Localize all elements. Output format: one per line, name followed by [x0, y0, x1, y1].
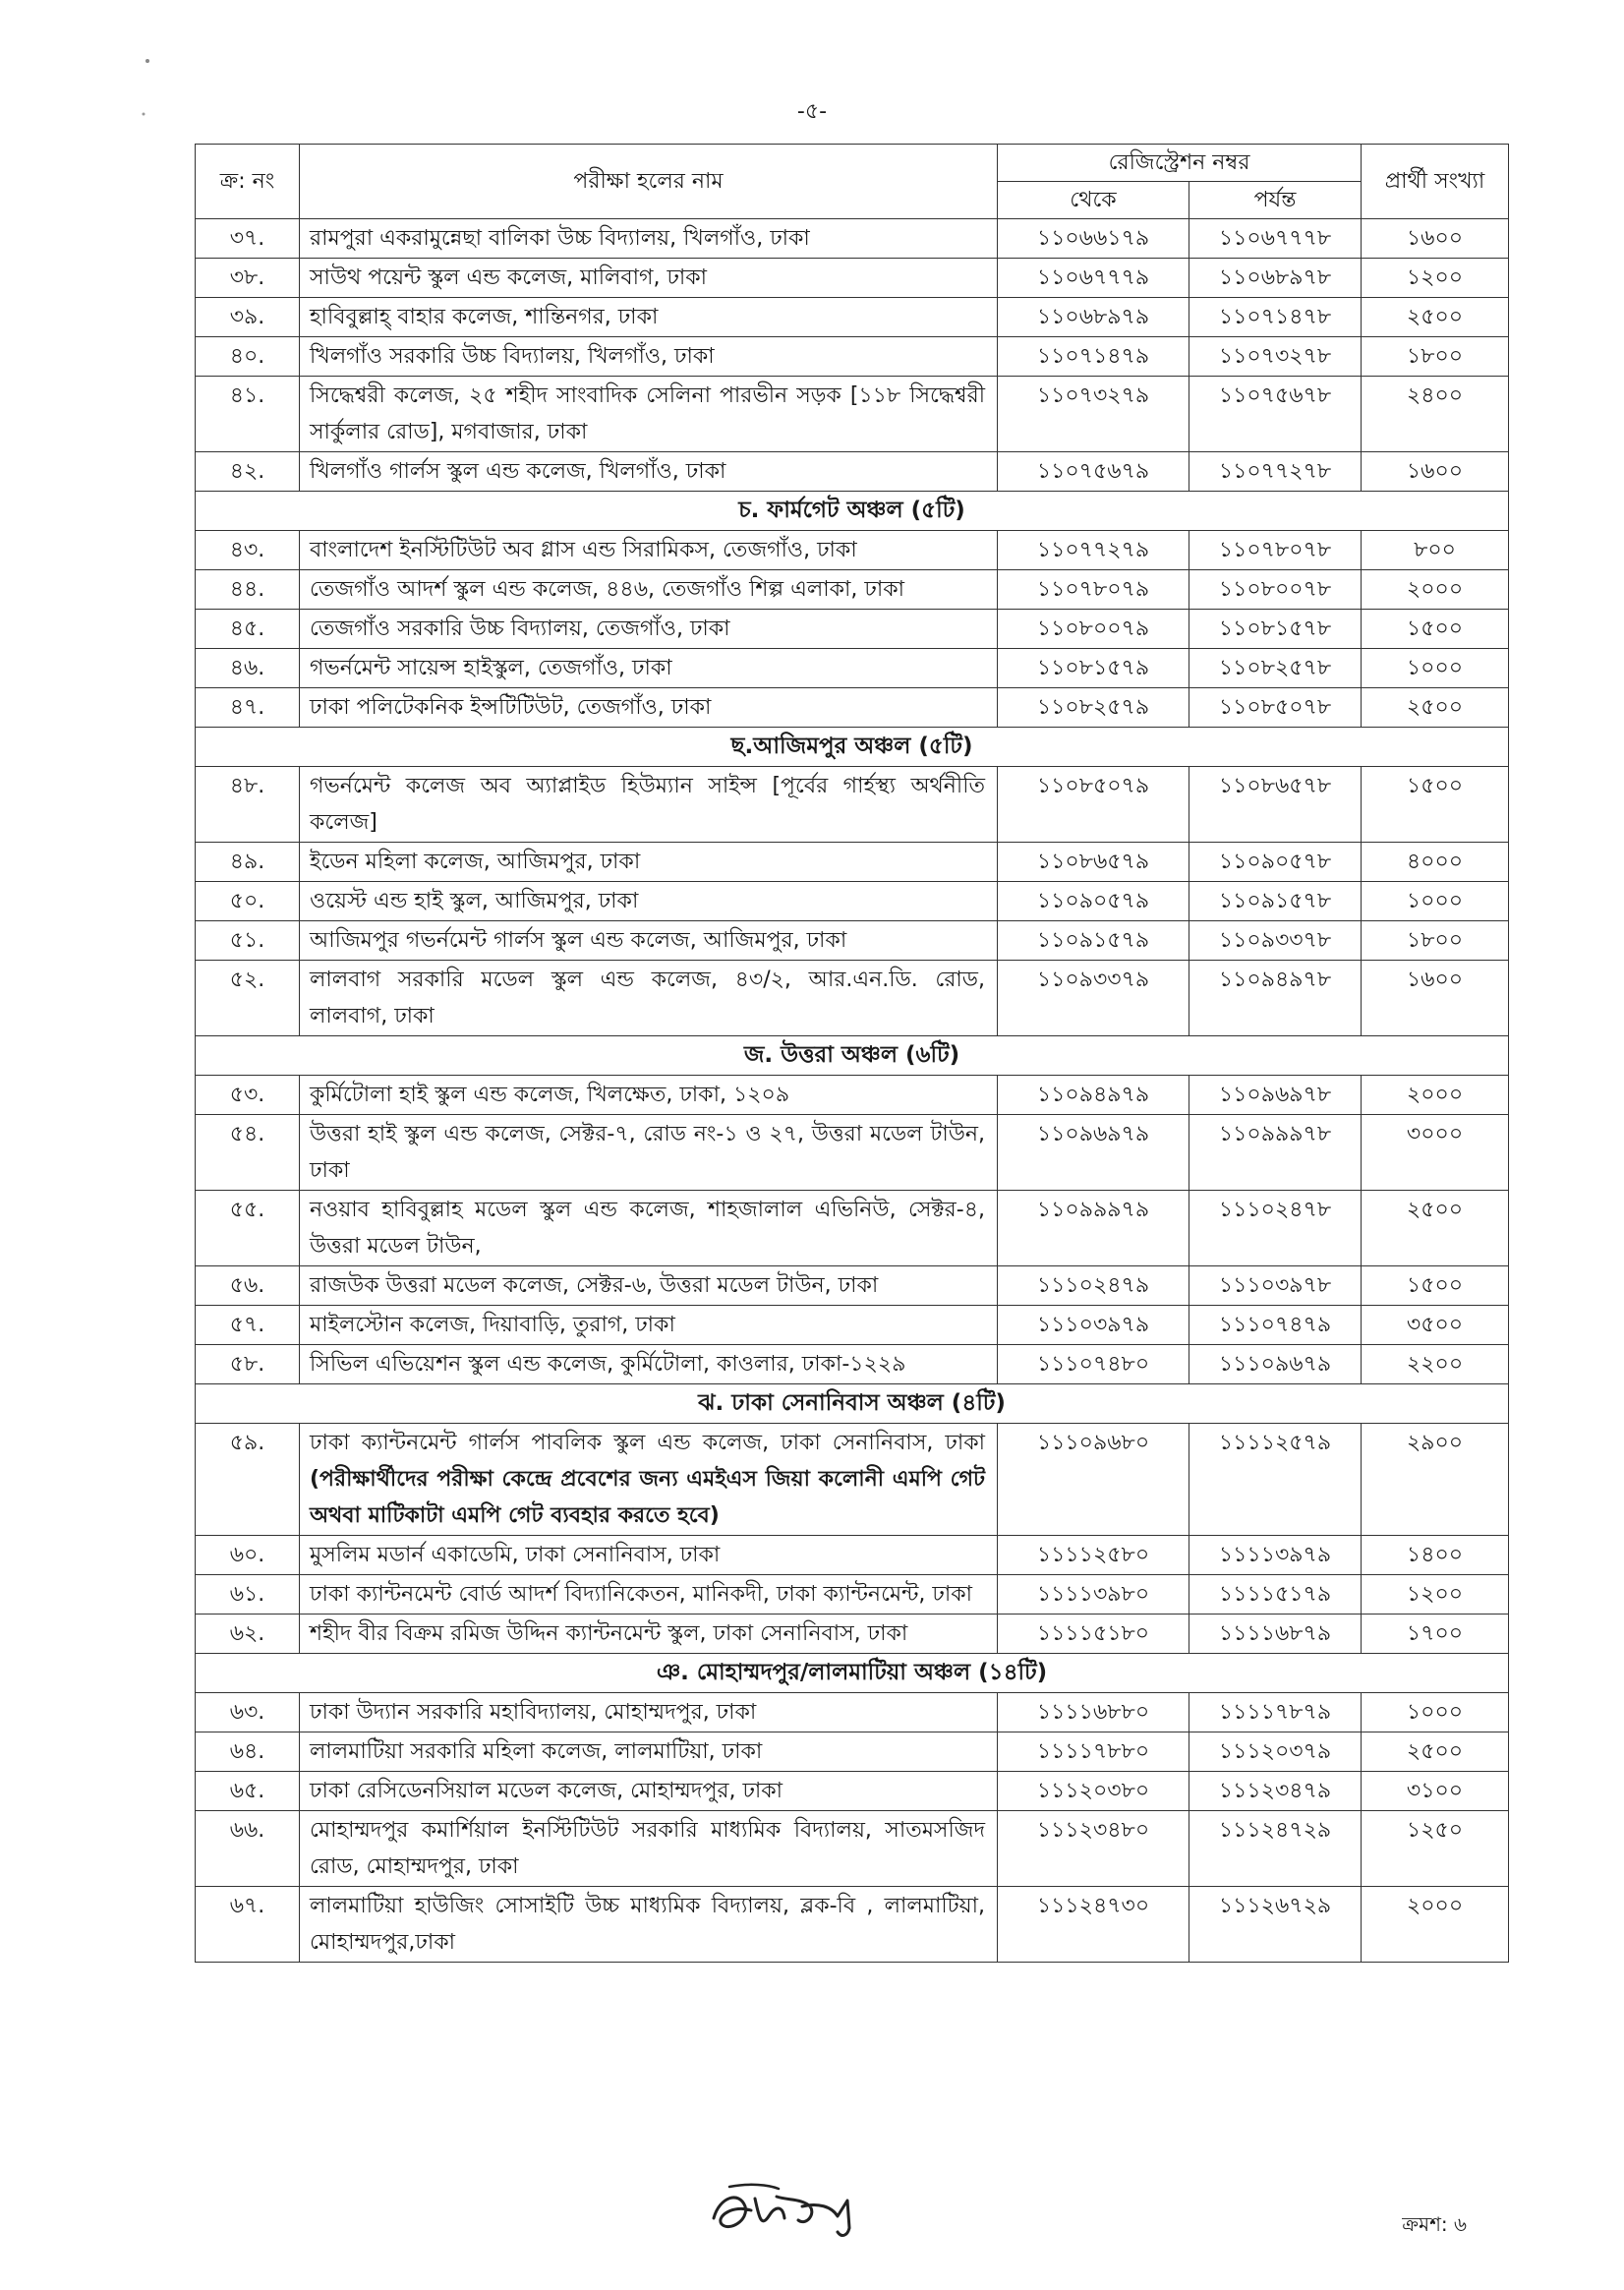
hall-name-cell: সিদ্ধেশ্বরী কলেজ, ২৫ শহীদ সাংবাদিক সেলিনা পারভীন সড়ক [১১৮ সিদ্ধেশ্বরী সার্কুলার রোড], মগবাজার, ঢাকা [300, 377, 998, 452]
count-cell: ৩০০০ [1362, 1115, 1509, 1191]
hall-name-cell: খিলগাঁও গার্লস স্কুল এন্ড কলেজ, খিলগাঁও, ঢাকা [300, 452, 998, 492]
from-cell: ১১০৬৮৯৭৯ [998, 298, 1189, 337]
count-cell: ৩৫০০ [1362, 1306, 1509, 1345]
table-row [196, 1076, 1509, 1115]
from-cell: ১১১০২৪৭৯ [998, 1266, 1189, 1306]
section-row [196, 492, 1509, 531]
serial-cell: ৫৪. [196, 1115, 300, 1191]
serial-cell: ৬৬. [196, 1811, 300, 1887]
hall-name-cell: রামপুরা একরামুন্নেছা বালিকা উচ্চ বিদ্যালয়, খিলগাঁও, ঢাকা [300, 219, 998, 259]
table-row [196, 1536, 1509, 1575]
count-cell: ২৯০০ [1362, 1424, 1509, 1536]
serial-cell: ৬৩. [196, 1693, 300, 1732]
hall-name-cell: ঢাকা ক্যান্টনমেন্ট বোর্ড আদর্শ বিদ্যানিকেতন, মানিকদী, ঢাকা ক্যান্টনমেন্ট, ঢাকা [300, 1575, 998, 1615]
serial-cell: ৫৩. [196, 1076, 300, 1115]
from-cell: ১১১১৫১৮০ [998, 1615, 1189, 1654]
serial-cell: ৬৫. [196, 1772, 300, 1811]
hall-name-cell: গভর্নমেন্ট কলেজ অব অ্যাপ্লাইড হিউম্যান সাইন্স [পূর্বের গার্হস্থ্য অর্থনীতি কলেজ] [300, 767, 998, 843]
serial-cell: ৬৪. [196, 1732, 300, 1772]
page-number: -৫- [796, 99, 828, 124]
hall-name-cell: সিভিল এভিয়েশন স্কুল এন্ড কলেজ, কুর্মিটোলা, কাওলার, ঢাকা-১২২৯ [300, 1345, 998, 1384]
from-cell: ১১০৯১৫৭৯ [998, 921, 1189, 961]
hall-name-text: ঢাকা ক্যান্টনমেন্ট গার্লস পাবলিক স্কুল এন্ড কলেজ, ঢাকা সেনানিবাস, ঢাকা [310, 1431, 985, 1455]
to-cell: ১১০৭৮০৭৮ [1189, 531, 1362, 570]
hall-name-cell: মাইলস্টোন কলেজ, দিয়াবাড়ি, তুরাগ, ঢাকা [300, 1306, 998, 1345]
serial-cell: ৬২. [196, 1615, 300, 1654]
to-cell: ১১১১৩৯৭৯ [1189, 1536, 1362, 1575]
from-cell: ১১০৮১৫৭৯ [998, 649, 1189, 688]
table-row [196, 610, 1509, 649]
count-cell: ৪০০০ [1362, 843, 1509, 882]
to-cell: ১১১০৩৯৭৮ [1189, 1266, 1362, 1306]
table-row [196, 452, 1509, 492]
count-cell: ১০০০ [1362, 649, 1509, 688]
from-cell: ১১১২০৩৮০ [998, 1772, 1189, 1811]
header-candidates: প্রার্থী সংখ্যা [1362, 145, 1509, 219]
hall-name-cell [300, 1424, 998, 1536]
serial-cell: ৪১. [196, 377, 300, 452]
hall-name-cell: কুর্মিটোলা হাই স্কুল এন্ড কলেজ, খিলক্ষেত, ঢাকা, ১২০৯ [300, 1076, 998, 1115]
serial-cell: ৪৭. [196, 688, 300, 728]
count-cell: ২৫০০ [1362, 688, 1509, 728]
count-cell: ১২৫০ [1362, 1811, 1509, 1887]
serial-cell: ৫০. [196, 882, 300, 921]
hall-name-cell: ঢাকা পলিটেকনিক ইন্সটিটিউট, তেজগাঁও, ঢাকা [300, 688, 998, 728]
continued-note: ক্রমশ: ৬ [1402, 2212, 1467, 2236]
table-row [196, 1615, 1509, 1654]
to-cell: ১১১০৭৪৭৯ [1189, 1306, 1362, 1345]
to-cell: ১১০৮০০৭৮ [1189, 570, 1362, 610]
hall-name-cell: ঢাকা উদ্যান সরকারি মহাবিদ্যালয়, মোহাম্মদপুর, ঢাকা [300, 1693, 998, 1732]
table-row [196, 1887, 1509, 1963]
serial-cell: ৫৫. [196, 1191, 300, 1266]
from-cell: ১১০৯০৫৭৯ [998, 882, 1189, 921]
hall-name-cell: উত্তরা হাই স্কুল এন্ড কলেজ, সেক্টর-৭, রোড নং-১ ও ২৭, উত্তরা মডেল টাউন, ঢাকা [300, 1115, 998, 1191]
serial-cell: ৬১. [196, 1575, 300, 1615]
to-cell: ১১০৭৭২৭৮ [1189, 452, 1362, 492]
to-cell: ১১০৬৭৭৭৮ [1189, 219, 1362, 259]
table-row [196, 531, 1509, 570]
hall-name-cell: লালমাটিয়া সরকারি মহিলা কলেজ, লালমাটিয়া, ঢাকা [300, 1732, 998, 1772]
from-cell: ১১১১৭৮৮০ [998, 1732, 1189, 1772]
serial-cell: ৪২. [196, 452, 300, 492]
to-cell: ১১০৭১৪৭৮ [1189, 298, 1362, 337]
from-cell: ১১০৮৫০৭৯ [998, 767, 1189, 843]
serial-cell: ৪৮. [196, 767, 300, 843]
to-cell: ১১০৮৫০৭৮ [1189, 688, 1362, 728]
to-cell: ১১০৯১৫৭৮ [1189, 882, 1362, 921]
from-cell: ১১০৮২৫৭৯ [998, 688, 1189, 728]
serial-cell: ৫২. [196, 961, 300, 1036]
serial-cell: ৫৯. [196, 1424, 300, 1536]
serial-cell: ৪০. [196, 337, 300, 377]
table-row [196, 1732, 1509, 1772]
header-to: পর্যন্ত [1189, 182, 1362, 219]
table-row [196, 570, 1509, 610]
count-cell: ২০০০ [1362, 570, 1509, 610]
count-cell: ২০০০ [1362, 1887, 1509, 1963]
hall-name-cell: মুসলিম মডার্ন একাডেমি, ঢাকা সেনানিবাস, ঢাকা [300, 1536, 998, 1575]
section-title: চ. ফার্মগেট অঞ্চল (৫টি) [196, 492, 1509, 531]
count-cell: ২২০০ [1362, 1345, 1509, 1384]
hall-name-cell: শহীদ বীর বিক্রম রমিজ উদ্দিন ক্যান্টনমেন্ট স্কুল, ঢাকা সেনানিবাস, ঢাকা [300, 1615, 998, 1654]
to-cell: ১১০৮৬৫৭৮ [1189, 767, 1362, 843]
count-cell: ১৬০০ [1362, 219, 1509, 259]
header-registration: রেজিস্ট্রেশন নম্বর [998, 145, 1362, 182]
table-row [196, 1811, 1509, 1887]
section-title: জ. উত্তরা অঞ্চল (৬টি) [196, 1036, 1509, 1076]
from-cell: ১১১০৯৬৮০ [998, 1424, 1189, 1536]
hall-name-cell: খিলগাঁও সরকারি উচ্চ বিদ্যালয়, খিলগাঁও, ঢাকা [300, 337, 998, 377]
serial-cell: ৪৪. [196, 570, 300, 610]
table-row [196, 1424, 1509, 1536]
table-row [196, 259, 1509, 298]
table-row [196, 882, 1509, 921]
count-cell: ১৫০০ [1362, 1266, 1509, 1306]
to-cell: ১১০৯৪৯৭৮ [1189, 961, 1362, 1036]
table-body [196, 219, 1509, 1963]
table-row [196, 1345, 1509, 1384]
hall-name-cell: ইডেন মহিলা কলেজ, আজিমপুর, ঢাকা [300, 843, 998, 882]
from-cell: ১১০৯৩৩৭৯ [998, 961, 1189, 1036]
count-cell: ১৭০০ [1362, 1615, 1509, 1654]
serial-cell: ৪৩. [196, 531, 300, 570]
scan-speck-icon [138, 55, 157, 134]
hall-name-cell: ঢাকা রেসিডেনসিয়াল মডেল কলেজ, মোহাম্মদপুর, ঢাকা [300, 1772, 998, 1811]
count-cell: ২৫০০ [1362, 1732, 1509, 1772]
hall-name-cell: হাবিবুল্লাহ্ বাহার কলেজ, শান্তিনগর, ঢাকা [300, 298, 998, 337]
from-cell: ১১১২৪৭৩০ [998, 1887, 1189, 1963]
from-cell: ১১০৯৬৯৭৯ [998, 1115, 1189, 1191]
to-cell: ১১১১৬৮৭৯ [1189, 1615, 1362, 1654]
to-cell: ১১০৯৬৯৭৮ [1189, 1076, 1362, 1115]
table-row [196, 961, 1509, 1036]
to-cell: ১১০৬৮৯৭৮ [1189, 259, 1362, 298]
to-cell: ১১১১২৫৭৯ [1189, 1424, 1362, 1536]
hall-name-cell: লালমাটিয়া হাউজিং সোসাইটি উচ্চ মাধ্যমিক বিদ্যালয়, ব্লক-বি , লালমাটিয়া, মোহাম্মদপুর,ঢাকা [300, 1887, 998, 1963]
serial-cell: ৪৬. [196, 649, 300, 688]
hall-name-cell: নওয়াব হাবিবুল্লাহ মডেল স্কুল এন্ড কলেজ, শাহজালাল এভিনিউ, সেক্টর-৪, উত্তরা মডেল টাউন, [300, 1191, 998, 1266]
to-cell: ১১০৮১৫৭৮ [1189, 610, 1362, 649]
count-cell: ১৮০০ [1362, 921, 1509, 961]
table-row [196, 649, 1509, 688]
to-cell: ১১১২৩৪৭৯ [1189, 1772, 1362, 1811]
section-row [196, 1654, 1509, 1693]
hall-name-cell: বাংলাদেশ ইনস্টিটিউট অব গ্লাস এন্ড সিরামিকস, তেজগাঁও, ঢাকা [300, 531, 998, 570]
table-row [196, 377, 1509, 452]
from-cell: ১১০৭৭২৭৯ [998, 531, 1189, 570]
count-cell: ২০০০ [1362, 1076, 1509, 1115]
from-cell: ১১০৬৬১৭৯ [998, 219, 1189, 259]
serial-cell: ৩৭. [196, 219, 300, 259]
count-cell: ১৬০০ [1362, 961, 1509, 1036]
serial-cell: ৩৮. [196, 259, 300, 298]
signature-icon [700, 2177, 887, 2246]
to-cell: ১১১০২৪৭৮ [1189, 1191, 1362, 1266]
from-cell: ১১১১২৫৮০ [998, 1536, 1189, 1575]
to-cell: ১১১০৯৬৭৯ [1189, 1345, 1362, 1384]
table-row [196, 1306, 1509, 1345]
from-cell: ১১০৭৮০৭৯ [998, 570, 1189, 610]
header-serial: ক্র: নং [196, 145, 300, 219]
count-cell: ২৫০০ [1362, 1191, 1509, 1266]
serial-cell: ৫৭. [196, 1306, 300, 1345]
section-title: ঝ. ঢাকা সেনানিবাস অঞ্চল (৪টি) [196, 1384, 1509, 1424]
from-cell: ১১০৯৪৯৭৯ [998, 1076, 1189, 1115]
hall-name-cell: আজিমপুর গভর্নমেন্ট গার্লস স্কুল এন্ড কলেজ, আজিমপুর, ঢাকা [300, 921, 998, 961]
from-cell: ১১০৮৬৫৭৯ [998, 843, 1189, 882]
count-cell: ১৮০০ [1362, 337, 1509, 377]
hall-name-cell: ওয়েস্ট এন্ড হাই স্কুল, আজিমপুর, ঢাকা [300, 882, 998, 921]
count-cell: ১০০০ [1362, 1693, 1509, 1732]
count-cell: ১২০০ [1362, 1575, 1509, 1615]
hall-name-cell: রাজউক উত্তরা মডেল কলেজ, সেক্টর-৬, উত্তরা মডেল টাউন, ঢাকা [300, 1266, 998, 1306]
from-cell: ১১০৭৫৬৭৯ [998, 452, 1189, 492]
section-title: ঞ. মোহাম্মদপুর/লালমাটিয়া অঞ্চল (১৪টি) [196, 1654, 1509, 1693]
to-cell: ১১০৭৩২৭৮ [1189, 337, 1362, 377]
serial-cell: ৫৮. [196, 1345, 300, 1384]
count-cell: ১৫০০ [1362, 610, 1509, 649]
serial-cell: ৪৫. [196, 610, 300, 649]
hall-name-cell: সাউথ পয়েন্ট স্কুল এন্ড কলেজ, মালিবাগ, ঢাকা [300, 259, 998, 298]
serial-cell: ৫৬. [196, 1266, 300, 1306]
header-from: থেকে [998, 182, 1189, 219]
count-cell: ৩১০০ [1362, 1772, 1509, 1811]
from-cell: ১১০৬৭৭৭৯ [998, 259, 1189, 298]
count-cell: ১২০০ [1362, 259, 1509, 298]
table-row [196, 1191, 1509, 1266]
count-cell: ১৫০০ [1362, 767, 1509, 843]
from-cell: ১১০৭৩২৭৯ [998, 377, 1189, 452]
from-cell: ১১১১৩৯৮০ [998, 1575, 1189, 1615]
count-cell: ১০০০ [1362, 882, 1509, 921]
to-cell: ১১০৮২৫৭৮ [1189, 649, 1362, 688]
table-row [196, 1693, 1509, 1732]
exam-hall-table [195, 144, 1509, 1963]
to-cell: ১১০৯৯৯৭৮ [1189, 1115, 1362, 1191]
from-cell: ১১১০৩৯৭৯ [998, 1306, 1189, 1345]
from-cell: ১১০৮০০৭৯ [998, 610, 1189, 649]
section-row [196, 1384, 1509, 1424]
table-row [196, 1266, 1509, 1306]
from-cell: ১১০৭১৪৭৯ [998, 337, 1189, 377]
serial-cell: ৪৯. [196, 843, 300, 882]
count-cell: ২৪০০ [1362, 377, 1509, 452]
hall-name-cell: লালবাগ সরকারি মডেল স্কুল এন্ড কলেজ, ৪৩/২, আর.এন.ডি. রোড, লালবাগ, ঢাকা [300, 961, 998, 1036]
table-row [196, 767, 1509, 843]
to-cell: ১১১২৪৭২৯ [1189, 1811, 1362, 1887]
section-row [196, 1036, 1509, 1076]
header-hall-name: পরীক্ষা হলের নাম [300, 145, 998, 219]
table-row [196, 337, 1509, 377]
to-cell: ১১১১৫১৭৯ [1189, 1575, 1362, 1615]
table-row [196, 219, 1509, 259]
to-cell: ১১০৯৩৩৭৮ [1189, 921, 1362, 961]
table-row [196, 1115, 1509, 1191]
from-cell: ১১১২৩৪৮০ [998, 1811, 1189, 1887]
to-cell: ১১১২৬৭২৯ [1189, 1887, 1362, 1963]
table-row [196, 843, 1509, 882]
table-row [196, 1772, 1509, 1811]
serial-cell: ৫১. [196, 921, 300, 961]
serial-cell: ৩৯. [196, 298, 300, 337]
serial-cell: ৬০. [196, 1536, 300, 1575]
serial-cell: ৬৭. [196, 1887, 300, 1963]
to-cell: ১১০৯০৫৭৮ [1189, 843, 1362, 882]
table-row [196, 921, 1509, 961]
count-cell: ৮০০ [1362, 531, 1509, 570]
hall-name-cell: মোহাম্মদপুর কমার্শিয়াল ইনস্টিটিউট সরকারি মাধ্যমিক বিদ্যালয়, সাতমসজিদ রোড, মোহাম্মদপুর, ঢাকা [300, 1811, 998, 1887]
table-row [196, 688, 1509, 728]
to-cell: ১১০৭৫৬৭৮ [1189, 377, 1362, 452]
section-row [196, 728, 1509, 767]
table-row [196, 1575, 1509, 1615]
hall-name-cell: তেজগাঁও সরকারি উচ্চ বিদ্যালয়, তেজগাঁও, ঢাকা [300, 610, 998, 649]
hall-name-cell: তেজগাঁও আদর্শ স্কুল এন্ড কলেজ, ৪৪৬, তেজগাঁও শিল্প এলাকা, ঢাকা [300, 570, 998, 610]
to-cell: ১১১১৭৮৭৯ [1189, 1693, 1362, 1732]
count-cell: ১৬০০ [1362, 452, 1509, 492]
from-cell: ১১১১৬৮৮০ [998, 1693, 1189, 1732]
to-cell: ১১১২০৩৭৯ [1189, 1732, 1362, 1772]
table-row [196, 298, 1509, 337]
section-title: ছ.আজিমপুর অঞ্চল (৫টি) [196, 728, 1509, 767]
count-cell: ২৫০০ [1362, 298, 1509, 337]
from-cell: ১১১০৭৪৮০ [998, 1345, 1189, 1384]
hall-name-cell: গভর্নমেন্ট সায়েন্স হাইস্কুল, তেজগাঁও, ঢাকা [300, 649, 998, 688]
from-cell: ১১০৯৯৯৭৯ [998, 1191, 1189, 1266]
count-cell: ১৪০০ [1362, 1536, 1509, 1575]
entry-instruction-note: (পরীক্ষার্থীদের পরীক্ষা কেন্দ্রে প্রবেশের জন্য এমইএস জিয়া কলোনী এমপি গেট অথবা মাটিকাটা এমপি গেট ব্যবহার করতে হবে) [310, 1467, 985, 1528]
